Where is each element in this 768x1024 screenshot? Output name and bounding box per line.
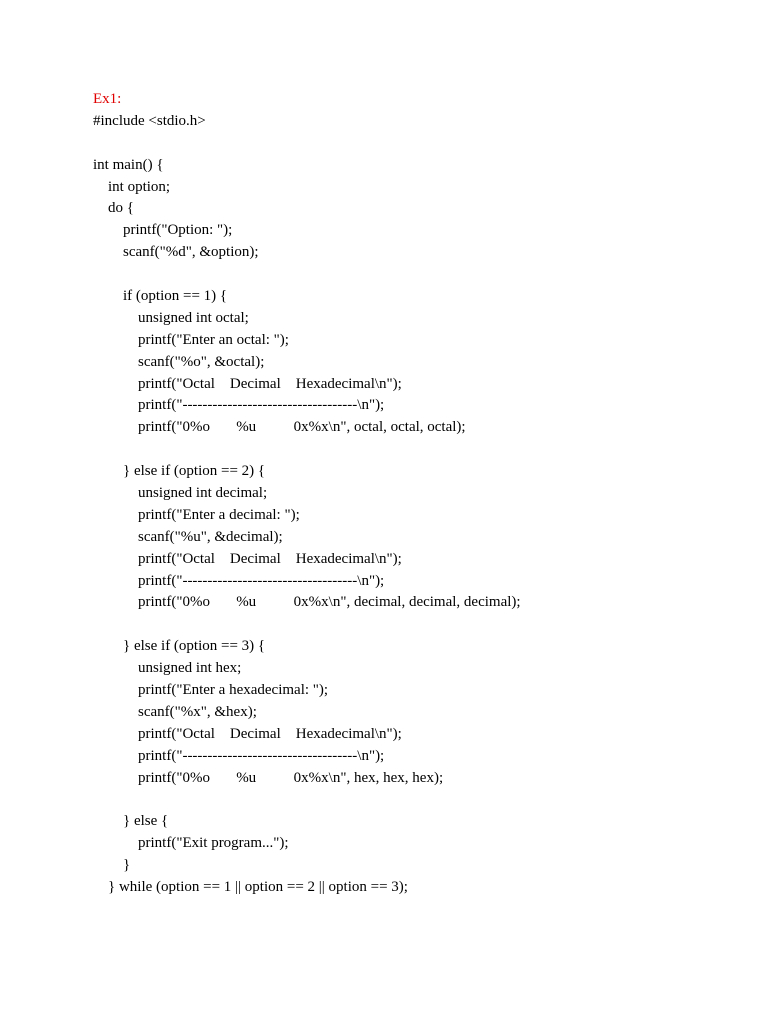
blank-line <box>93 133 728 155</box>
code-line: } else { <box>93 813 169 830</box>
code-line: printf("Octal Decimal Hexadecimal\n"); <box>93 725 402 742</box>
code-block <box>93 111 728 899</box>
code-line: printf("Enter an octal: "); <box>93 331 289 348</box>
code-line: do { <box>93 200 134 217</box>
code-line: scanf("%o", &octal); <box>93 353 265 370</box>
document-body <box>93 89 728 899</box>
blank-line <box>93 264 728 286</box>
code-line: #include <stdio.h> <box>93 112 206 129</box>
code-line: scanf("%u", &decimal); <box>93 528 283 545</box>
code-line: unsigned int hex; <box>93 660 242 677</box>
code-line: int main() { <box>93 156 164 173</box>
code-line: printf("Octal Decimal Hexadecimal\n"); <box>93 550 402 567</box>
exercise-heading: Ex1: <box>93 91 122 107</box>
code-line: } else if (option == 3) { <box>93 638 266 655</box>
code-line: printf("Enter a hexadecimal: "); <box>93 682 329 699</box>
code-line: printf("-----------------------------------\n"); <box>93 747 385 764</box>
code-line: scanf("%d", &option); <box>93 244 259 261</box>
blank-line <box>93 439 728 461</box>
code-line: printf("Octal Decimal Hexadecimal\n"); <box>93 375 402 392</box>
code-line: if (option == 1) { <box>93 288 228 305</box>
code-line: } while (option == 1 || option == 2 || option == 3); <box>93 879 408 896</box>
code-line: printf("0%o %u 0x%x\n", octal, octal, octal); <box>93 419 466 436</box>
code-line: unsigned int decimal; <box>93 485 268 502</box>
blank-line <box>93 790 728 812</box>
code-line: printf("0%o %u 0x%x\n", hex, hex, hex); <box>93 769 444 786</box>
code-line: printf("Option: "); <box>93 222 233 239</box>
code-line: printf("-----------------------------------\n"); <box>93 572 385 589</box>
code-line: unsigned int octal; <box>93 309 249 326</box>
code-line: printf("Exit program..."); <box>93 835 289 852</box>
code-line: printf("-----------------------------------\n"); <box>93 397 385 414</box>
blank-line <box>93 614 728 636</box>
code-line: printf("Enter a decimal: "); <box>93 506 300 523</box>
code-line: int option; <box>93 178 171 195</box>
code-line: } <box>93 857 131 874</box>
code-line: scanf("%x", &hex); <box>93 703 257 720</box>
code-line: } else if (option == 2) { <box>93 463 266 480</box>
code-line: printf("0%o %u 0x%x\n", decimal, decimal, decimal); <box>93 594 521 611</box>
